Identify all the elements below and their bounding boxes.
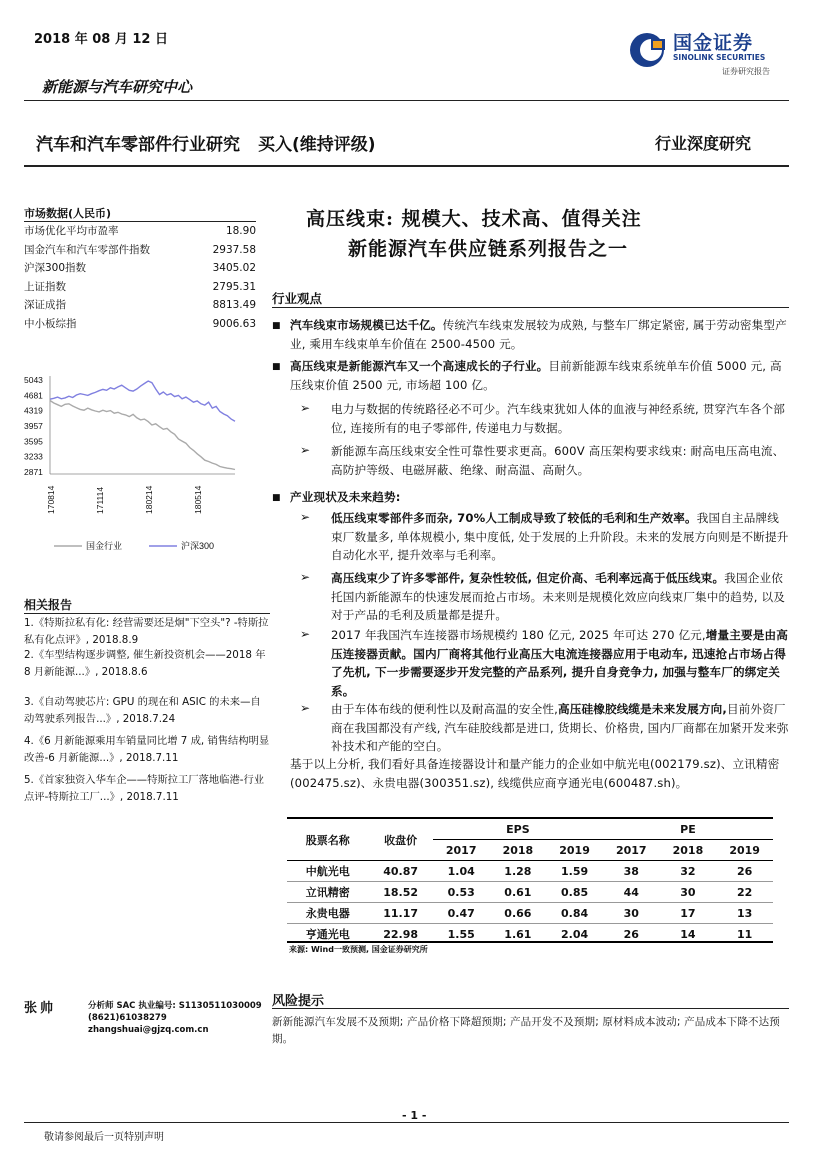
market-label: 国金汽车和汽车零部件指数: [24, 243, 150, 256]
market-value: 8813.49: [212, 299, 256, 312]
stock-value-cell: 17: [660, 903, 717, 924]
stock-name-cell: 立讯精密: [287, 882, 368, 903]
index-line-chart: [20, 368, 270, 568]
arrow-icon: ➢: [300, 443, 311, 457]
th-stock-name: 股票名称: [305, 833, 350, 847]
market-row: [24, 241, 256, 260]
th-pe: PE: [603, 819, 773, 840]
market-label: 深证成指: [24, 299, 66, 312]
risk-rule: [272, 1008, 789, 1009]
main-title-1: 高压线束: 规模大、技术高、值得关注: [306, 208, 642, 230]
market-row: [24, 278, 256, 297]
analyst-info: [88, 1000, 262, 1036]
stock-value-cell: 13: [716, 903, 773, 924]
arrow-icon: ➢: [300, 701, 311, 715]
bullet-industry-status: 产业现状及未来趋势:: [290, 490, 401, 504]
analyst-email[interactable]: zhangshuai@gjzq.com.cn: [88, 1025, 209, 1035]
market-label: 中小板综指: [24, 318, 77, 330]
stock-value-cell: 32: [660, 861, 717, 882]
risk-text: 新新能源汽车发展不及预期; 产品价格下降超预期; 产品开发不及预期; 原材料成本波动; 产品成本下降不达预期。: [272, 1016, 780, 1045]
stock-value-cell: 0.85: [546, 882, 603, 903]
y-tick-label: 3595: [24, 436, 43, 447]
table-rule-bottom: [287, 941, 773, 943]
th-year: 2019: [729, 843, 760, 857]
stock-value-cell: 1.04: [433, 861, 490, 882]
th-eps: EPS: [433, 819, 603, 840]
market-value: 2937.58: [212, 243, 256, 256]
y-tick-label: 4319: [24, 405, 43, 416]
stock-name-cell: 中航光电: [287, 861, 368, 882]
related-report-item[interactable]: 5.《首家独资入华车企——特斯拉工厂落地临港-行业点评-特斯拉工厂...》, 2018.7.11: [24, 774, 265, 803]
header-rule-top: [24, 100, 789, 101]
market-value: 9006.63: [212, 318, 256, 330]
section-rule: [272, 307, 789, 308]
legend-label: 沪深300: [181, 541, 215, 551]
stock-value-cell: 30: [603, 903, 660, 924]
stock-value-cell: 44: [603, 882, 660, 903]
stock-value-cell: 38: [603, 861, 660, 882]
arrow-icon: ➢: [300, 627, 311, 641]
trend-connector: 2017 年我国汽车连接器市场规模约 180 亿元, 2025 年可达 270 亿元,增量主要是由高压连接器贡献。国内厂商将其他行业高压大电流连接器应用于电动车, 迅速抢占市场占得了先机, 下一步需要逐步开发完整的产品系列, 提升自身竞争力, 加强与整车厂的绑定关系。: [331, 628, 788, 698]
disclaimer-note: 敬请参阅最后一页特别声明: [44, 1132, 164, 1143]
arrow-icon: ➢: [300, 570, 311, 584]
related-report-item[interactable]: 2.《车型结构逐步调整, 催生新投资机会——2018 年 8 月新能源...》, 2018.8.6: [24, 649, 266, 678]
stock-value-cell: 26: [623, 927, 639, 941]
y-tick-label: 5043: [24, 375, 43, 385]
logo-cn: 国金证券: [673, 32, 754, 54]
legend-label: 国金行业: [86, 541, 123, 551]
arrow-icon: ➢: [300, 510, 311, 524]
stock-name-cell: 亨通光电: [305, 928, 350, 941]
table-row: [287, 861, 773, 882]
bullet-high-voltage: 高压线束是新能源汽车又一个高速成长的子行业。目前新能源车线束系统单车价值 5000 元, 高压线束价值 2500 元, 市场超 100 亿。: [290, 359, 782, 392]
stock-estimates-table: [287, 819, 773, 944]
th-year: 2019: [559, 843, 590, 857]
rating: 买入(维持评级): [258, 135, 376, 155]
y-tick-label: 4681: [24, 390, 43, 401]
stock-value-cell: 22: [716, 882, 773, 903]
bullet-icon: ■: [272, 321, 281, 331]
summary-paragraph: 基于以上分析, 我们看好具备连接器设计和量产能力的企业如中航光电(002179.sz)、立讯精密(002475.sz)、永贵电器(300351.sz), 线缆供应商亨通光电(600487.sh)。: [290, 757, 780, 790]
th-year: 2017: [445, 843, 477, 857]
stock-value-cell: 0.66: [490, 903, 547, 924]
related-reports-title: 相关报告: [24, 598, 73, 612]
stock-value-cell: 40.87: [368, 861, 432, 882]
main-title-2: 新能源汽车供应链系列报告之一: [348, 238, 629, 260]
x-tick-label: 180514: [193, 485, 204, 514]
th-year: 2018: [502, 843, 534, 857]
stock-value-cell: 2.04: [560, 927, 589, 941]
stock-value-cell: 26: [716, 861, 773, 882]
market-label: 上证指数: [24, 280, 66, 293]
series-line-hs300: [50, 381, 235, 421]
related-report-item[interactable]: 1.《特斯拉私有化: 经营需要还是炯"下空头"? -特斯拉私有化点评》, 2018.8.9: [24, 617, 269, 646]
market-value: 2795.31: [212, 280, 256, 293]
table-source: 来源: Wind一致预测, 国金证券研究所: [289, 945, 428, 954]
research-center: 新能源与汽车研究中心: [42, 78, 193, 96]
related-report-item[interactable]: 3.《自动驾驶芯片: GPU 的现在和 ASIC 的未来—自动驾驶系列报告...》, 2018.7.24: [24, 696, 261, 725]
related-report-item[interactable]: 4.《6 月新能源乘用车销量同比增 7 成, 销售结构明显改善-6 月新能源...》, 2018.7.11: [24, 735, 270, 764]
page-number: - 1 -: [402, 1109, 427, 1122]
table-row: [287, 882, 773, 903]
bullet-market-size: 汽车线束市场规模已达千亿。传统汽车线束发展较为成熟, 与整车厂绑定紧密, 属于劳动密集型产业, 乘用车线束单车价值在 2500-4500 元。: [290, 318, 787, 351]
market-row: [24, 222, 256, 241]
stock-value-cell: 11: [736, 927, 753, 941]
stock-value-cell: 1.28: [490, 861, 547, 882]
stock-value-cell: 0.61: [490, 882, 547, 903]
stock-value-cell: 30: [660, 882, 717, 903]
section-industry-view: 行业观点: [272, 291, 323, 306]
stock-value-cell: 0.53: [433, 882, 490, 903]
market-row: [24, 296, 256, 315]
y-tick-label: 2871: [24, 467, 43, 477]
stock-value-cell: 1.55: [447, 927, 475, 941]
stock-value-cell: 0.84: [546, 903, 603, 924]
sinolink-logo-icon: [629, 30, 669, 70]
stock-value-cell: 0.47: [433, 903, 490, 924]
analyst-phone: (8621)61038279: [88, 1013, 167, 1023]
logo-subtitle: 证券研究报告: [722, 67, 770, 76]
risk-title: 风险提示: [272, 994, 325, 1009]
th-close-price: 收盘价: [384, 833, 418, 847]
market-label: 沪深300指数: [24, 262, 87, 275]
logo-en: SINOLINK SECURITIES: [673, 53, 766, 62]
stock-value-cell: 14: [680, 927, 696, 941]
x-tick-label: 171114: [95, 486, 106, 514]
header-rule-bottom: [24, 165, 789, 167]
stock-value-cell: 1.59: [546, 861, 603, 882]
table-row: [287, 903, 773, 924]
stock-value-cell: 11.17: [368, 903, 432, 924]
x-tick-label: 180214: [144, 485, 155, 514]
report-date: 2018 年 08 月 12 日: [34, 32, 168, 47]
th-year: 2018: [672, 843, 704, 857]
arrow-icon: ➢: [300, 401, 311, 415]
market-row: [24, 315, 256, 334]
related-rule: [24, 613, 270, 614]
market-label: 市场优化平均市盈率: [24, 225, 119, 237]
th-year: 2017: [615, 843, 647, 857]
analyst-license: 分析师 SAC 执业编号: S1130511030009: [88, 1001, 262, 1011]
sub-safety: 新能源车高压线束安全性可靠性要求更高。600V 高压架构要求线束: 耐高电压高电流、高防护等级、电磁屏蔽、绝缘、耐高温、高耐久。: [331, 444, 785, 477]
y-tick-label: 3233: [24, 451, 43, 462]
market-value: 18.90: [225, 225, 256, 237]
stock-value-cell: 18.52: [368, 882, 432, 903]
y-tick-label: 3957: [24, 421, 43, 431]
trend-high-voltage: 高压线束少了许多零部件, 复杂性较低, 但定价高、毛利率远高于低压线束。我国企业依托国内新能源车的快速发展而抢占市场。未来则是规模化效应向线束厂集中的趋势, 以及对于产品的毛利及质量都是提升。: [331, 571, 785, 622]
stock-value-cell: 22.98: [383, 927, 419, 941]
analyst-name: 张帅: [24, 1001, 57, 1016]
series-line-industry: [50, 401, 235, 470]
sub-power-data: 电力与数据的传统路径必不可少。汽车线束犹如人体的血液与神经系统, 贯穿汽车各个部位, 连接所有的电子零部件, 传递电力与数据。: [331, 402, 785, 435]
footer-rule: [24, 1122, 789, 1123]
trend-silicone-cable: 由于车体布线的便利性以及耐高温的安全性,高压硅橡胶线缆是未来发展方向,目前外资厂商在我国都没有产线, 汽车硅胶线都是进口, 货期长、价格贵, 国内厂商都在加紧开发来弥补技术和产能的空白。: [331, 702, 789, 753]
report-type: 行业深度研究: [655, 134, 752, 153]
market-data-title: 市场数据(人民币): [24, 207, 112, 220]
market-value: 3405.02: [212, 262, 256, 275]
bullet-icon: ■: [272, 493, 281, 503]
bullet-icon: ■: [272, 362, 281, 372]
x-tick-label: 170814: [46, 485, 56, 514]
market-row: [24, 259, 256, 278]
trend-low-voltage: 低压线束零部件多而杂, 70%人工制成导致了较低的毛利和生产效率。我国自主品牌线束厂数量多, 单体规模小, 集中度低, 处于发展的上升阶段。未来的发展方向则是不断提升自动化水平, 提升效率与毛利率。: [331, 511, 789, 562]
industry-title: 汽车和汽车零部件行业研究 买入(维持评级): [36, 135, 376, 155]
stock-value-cell: 1.61: [504, 927, 532, 941]
stock-name-cell: 永贵电器: [287, 903, 368, 924]
